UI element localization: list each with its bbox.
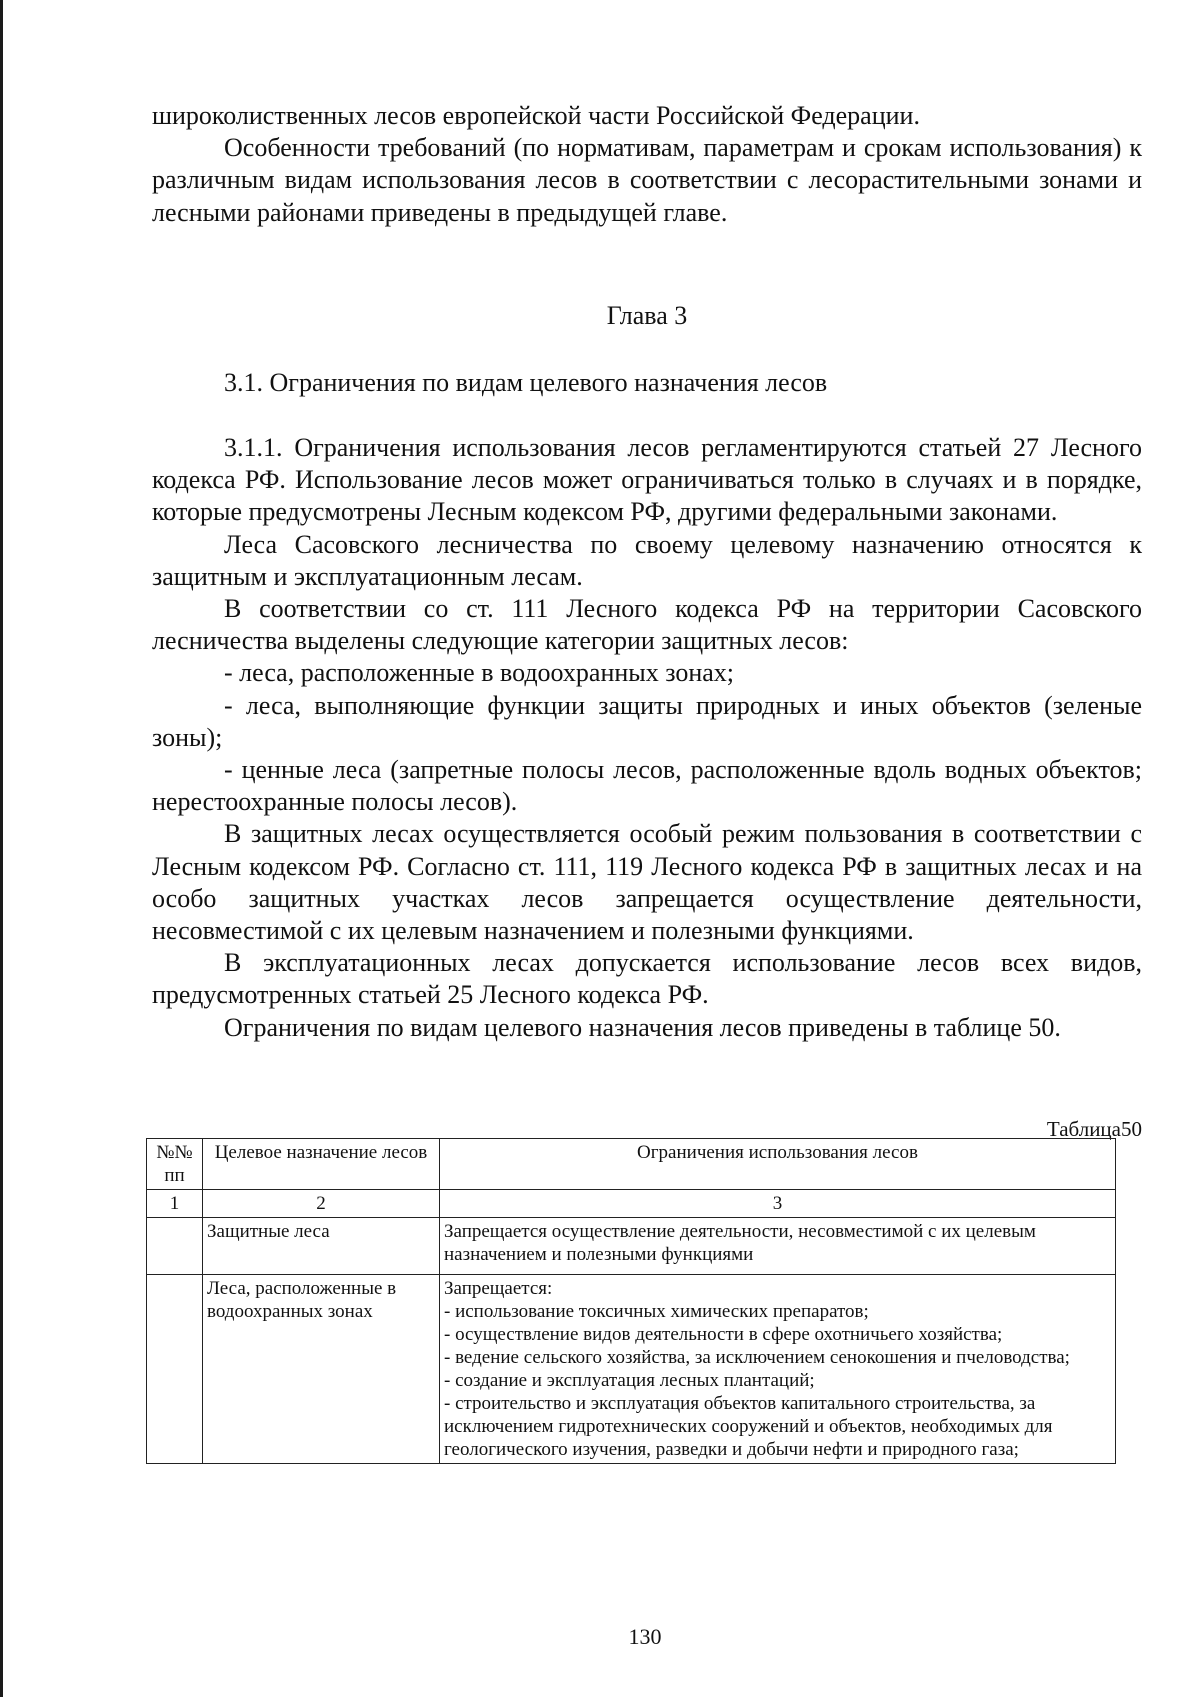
body-text-block <box>152 432 1142 1044</box>
paragraph-categories-intro: В соответствии со ст. 111 Лесного кодекса РФ на территории Сасовского лесничества выделены следующие категории защитных лесов: <box>152 594 1142 656</box>
paragraph-article-27: 3.1.1. Ограничения использования лесов регламентируются статьей 27 Лесного кодекса РФ. Использование лесов может ограничиваться только в случаях и в порядке, которые предусмотрены Лесным кодексом РФ, другими федеральными законами. <box>152 433 1142 527</box>
restriction-line: Запрещается осуществление деятельности, несовместимой с их целевым назначением и полезными функциями <box>444 1221 1036 1265</box>
restriction-line: - использование токсичных химических препаратов; <box>444 1301 869 1322</box>
restriction-line: - осуществление видов деятельности в сфере охотничьего хозяйства; <box>444 1324 1003 1345</box>
list-item-green-zones: - леса, выполняющие функции защиты природных и иных объектов (зеленые зоны); <box>152 690 1142 752</box>
restriction-line: - создание и эксплуатация лесных плантаций; <box>444 1370 815 1391</box>
purpose-cell: Леса, расположенные в водоохранных зонах <box>203 1275 440 1464</box>
restriction-line: Запрещается: <box>444 1278 553 1299</box>
top-fragment: широколиственных лесов европейской части Российской Федерации. <box>152 101 920 130</box>
restriction-line: - ведение сельского хозяйства, за исключением сенокошения и пчеловодства; <box>444 1347 1070 1368</box>
top-text-block <box>152 100 1142 229</box>
intro-paragraph: Особенности требований (по нормативам, параметрам и срокам использования) к различным видам использования лесов в соответствии с лесорастительными зонами и лесными районами приведены в предыдущей главе. <box>152 133 1142 227</box>
column-number-1: 1 <box>147 1190 203 1218</box>
table-header-row <box>147 1139 1116 1190</box>
row-number-cell <box>147 1218 203 1275</box>
purpose-cell: Защитные леса <box>203 1218 440 1275</box>
header-restrictions: Ограничения использования лесов <box>440 1139 1116 1190</box>
column-number-3: 3 <box>440 1190 1116 1218</box>
table-row <box>147 1218 1116 1275</box>
table-caption: Таблица50 <box>1046 1117 1142 1141</box>
row-number-cell <box>147 1275 203 1464</box>
paragraph-exploitation-forests: В эксплуатационных лесах допускается использование лесов всех видов, предусмотренных статьей 25 Лесного кодекса РФ. <box>152 948 1142 1010</box>
table-column-numbers-row <box>147 1190 1116 1218</box>
restrictions-table <box>146 1138 1116 1464</box>
paragraph-forest-purpose: Леса Сасовского лесничества по своему целевому назначению относятся к защитным и эксплуатационным лесам. <box>152 529 1142 591</box>
table-row <box>147 1275 1116 1464</box>
paragraph-protective-regime: В защитных лесах осуществляется особый режим пользования в соответствии с Лесным кодексом РФ. Согласно ст. 111, 119 Лесного кодекса РФ в защитных лесах и на особо защитных участках лесов запрещается осуществление деятельности, несовместимой с их целевым назначением и полезными функциями. <box>152 819 1142 946</box>
header-purpose: Целевое назначение лесов <box>203 1139 440 1190</box>
list-item-valuable-forests: - ценные леса (запретные полосы лесов, расположенные вдоль водных объектов; нерестоохранные полосы лесов). <box>152 755 1142 817</box>
page-number: 130 <box>628 1624 662 1649</box>
section-title: 3.1. Ограничения по видам целевого назначения лесов <box>224 368 828 397</box>
list-item-water-protection: - леса, расположенные в водоохранных зонах; <box>224 658 735 688</box>
restriction-line: - строительство и эксплуатация объектов капитального строительства, за исключением гидротехнических сооружений и объектов, необходимых для геологического изучения, разведки и добычи нефти и природного газа; <box>444 1393 1053 1460</box>
column-number-2: 2 <box>203 1190 440 1218</box>
restrictions-cell <box>440 1275 1116 1464</box>
chapter-title: Глава 3 <box>606 301 688 330</box>
paragraph-table-reference: Ограничения по видам целевого назначения лесов приведены в таблице 50. <box>224 1012 1061 1042</box>
header-number: №№ пп <box>147 1139 203 1190</box>
restrictions-cell <box>440 1218 1116 1275</box>
